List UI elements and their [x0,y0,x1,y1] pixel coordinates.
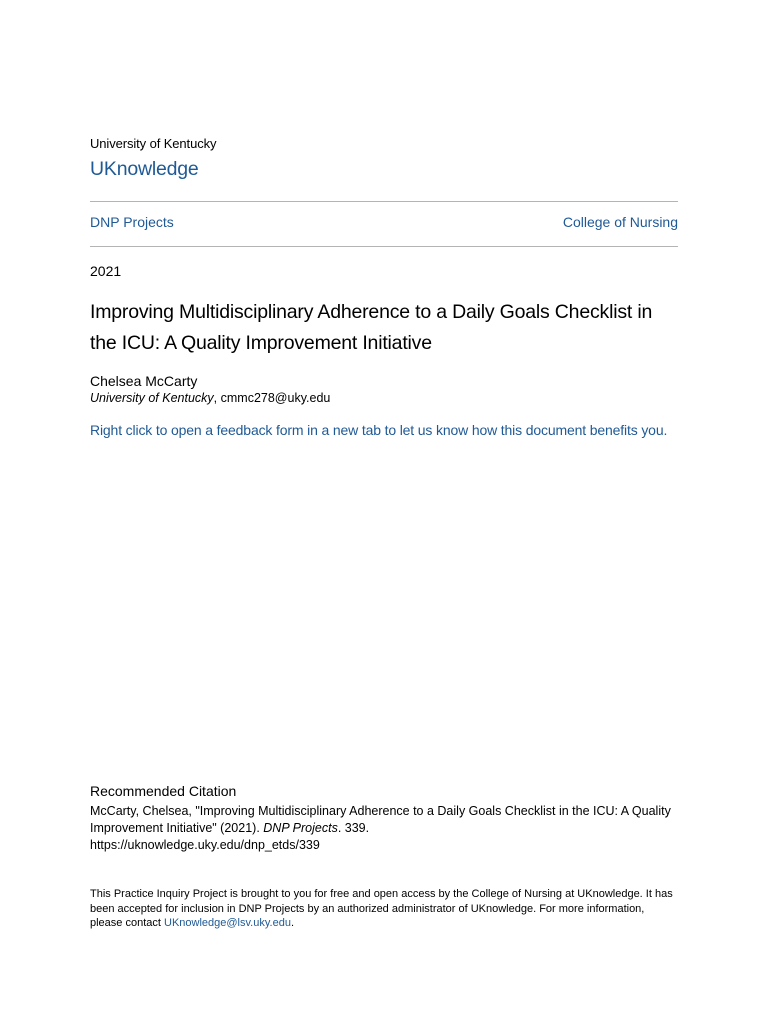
dnp-projects-link[interactable]: DNP Projects [90,214,174,230]
author-affiliation [90,391,330,405]
citation-heading: Recommended Citation [90,783,237,799]
repository-link[interactable]: UKnowledge [90,158,199,180]
college-of-nursing-link[interactable]: College of Nursing [562,214,678,230]
top-divider [90,201,678,202]
citation-url[interactable]: https://uknowledge.uky.edu/dnp_etds/339 [90,838,320,852]
notice-end: . [290,917,294,929]
affiliation-separator: , [213,391,221,405]
citation-series: DNP Projects [263,821,338,835]
publication-year: 2021 [90,263,122,279]
citation-text [90,803,678,854]
author-email: cmmc278@uky.edu [220,391,331,405]
citation-number: . 339. [337,821,370,835]
author-name: Chelsea McCarty [90,373,198,389]
contact-email-link[interactable]: UKnowledge@lsv.uky.edu [164,917,291,929]
cover-page [90,0,678,1024]
bottom-divider [90,246,678,247]
citation-main: McCarty, Chelsea, "Improving Multidisciplinary Adherence to a Daily Goals Checklist in the ICU: A Quality Improvement Initiative" (2021). [90,804,671,835]
university-name: University of Kentucky [90,136,217,151]
notice-text: This Practice Inquiry Project is brought to you for free and open access by the College of Nursing at UKnowledge. It has been accepted for inclusion in DNP Projects by an authorized administrator of UKnowledge. For more information, please contact [90,888,673,929]
access-notice [90,887,678,931]
document-title: Improving Multidisciplinary Adherence to a Daily Goals Checklist in the ICU: A Quality Improvement Initiative [90,301,653,354]
collection-nav [90,214,678,230]
feedback-form-link[interactable]: Right click to open a feedback form in a new tab to let us know how this document benefits you. [90,422,668,438]
affiliation-institution: University of Kentucky [90,391,214,405]
